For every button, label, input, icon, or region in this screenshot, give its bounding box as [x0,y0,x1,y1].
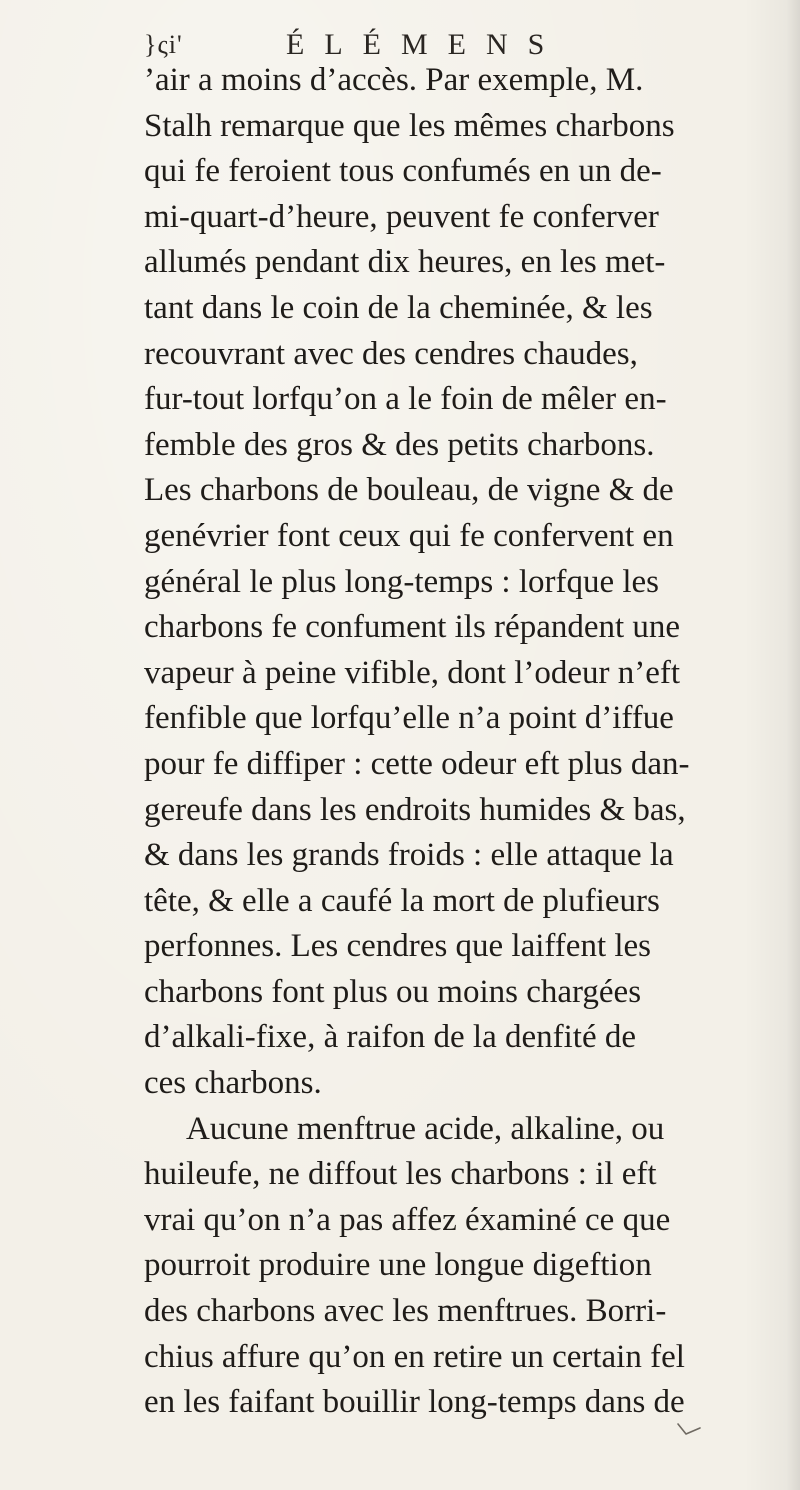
text-line: fur-tout lorfqu’on a le foin de mêler en- [144,381,667,418]
text-line: tant dans le coin de la cheminée, & les [144,289,653,326]
text-line: huileufe, ne diffout les charbons : il eft [144,1156,657,1193]
text-line: vapeur à peine vifible, dont l’odeur n’eft [144,654,681,691]
text-line: femble des gros & des petits charbons. [144,426,655,463]
text-line: général le plus long-temps : lorfque les [144,563,660,600]
text-line: genévrier font ceux qui fe confervent en [144,517,674,554]
page-number: }ςi' [144,30,183,59]
text-line: gereufe dans les endroits humides & bas, [144,791,686,828]
text-line: allumés pendant dix heures, en les met- [144,244,666,281]
text-line: ces charbons. [144,1065,322,1102]
text-line: charbons font plus ou moins chargées [144,973,642,1010]
text-line: vrai qu’on n’a pas affez éxaminé ce que [144,1201,671,1238]
text-line: tête, & elle a caufé la mort de plufieurs [144,882,660,919]
text-line: & dans les grands froids : elle attaque la [144,837,674,874]
text-line: Les charbons de bouleau, de vigne & de [144,472,674,509]
text-line: fenfible que lorfqu’elle n’a point d’iffue [144,700,674,737]
body-text [144,58,764,1426]
text-line: perfonnes. Les cendres que laiffent les [144,928,652,965]
page-edge-shadow [786,0,800,1490]
text-line: pourroit produire une longue digeftion [144,1247,652,1284]
corner-tick-icon [676,1420,702,1442]
text-line: des charbons avec les menftrues. Borri- [144,1293,667,1330]
text-line: d’alkali-fixe, à raifon de la denfité de [144,1019,637,1056]
text-line: qui fe feroient tous confumés en un de- [144,153,662,190]
text-line: charbons fe confument ils répandent une [144,609,681,646]
text-line: Stalh remarque que les mêmes charbons [144,107,675,144]
text-line: pour fe diffiper : cette odeur eft plus dan- [144,745,690,782]
text-line: ’air a moins d’accès. Par exemple, M. [144,62,644,98]
text-line: chius affure qu’on en retire un certain fel [144,1338,685,1375]
text-line: en les faifant bouillir long-temps dans de [144,1384,685,1421]
text-line: recouvrant avec des cendres chaudes, [144,335,638,372]
paragraph-first-line: Aucune menftrue acide, alkaline, ou [186,1110,665,1147]
text-line: mi-quart-d’heure, peuvent fe conferver [144,198,659,235]
page-corner-mark [676,1420,702,1442]
running-title: ÉLÉMENS [286,28,565,61]
